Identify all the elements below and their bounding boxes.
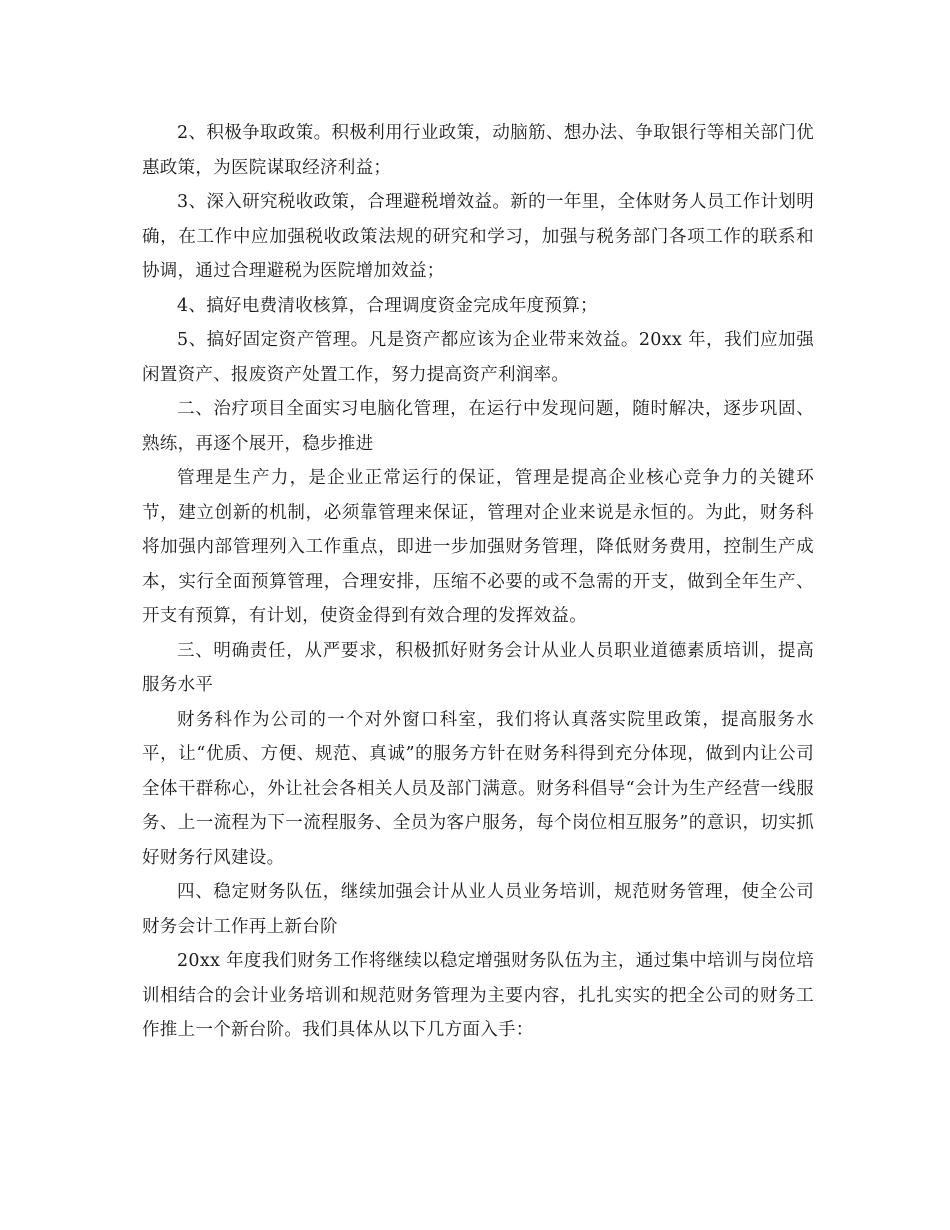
paragraph-service: 财务科作为公司的一个对外窗口科室，我们将认真落实院里政策，提高服务水平，让“优质、方便、规范、真诚”的服务方针在财务科得到充分体现，做到内让公司全体干群称心，外让社会各相关人员及部门满意。财务科倡导“会计为生产经营一线服务、上一流程为下一流程服务、全员为客户服务，每个岗位相互服务”的意识，切实抓好财务行风建设。 bbox=[142, 709, 814, 868]
section-heading-3: 三、明确责任，从严要求，积极抓好财务会计从业人员职业道德素质培训，提高服务水平 bbox=[142, 640, 814, 695]
document-body bbox=[142, 116, 814, 1048]
section-heading-4: 四、稳定财务队伍，继续加强会计从业人员业务培训，规范财务管理，使全公司财务会计工作再上新台阶 bbox=[142, 882, 814, 937]
paragraph-item-3-tax: 3、深入研究税收政策，合理避税增效益。新的一年里，全体财务人员工作计划明确，在工作中应加强税收政策法规的研究和学习，加强与税务部门各项工作的联系和协调，通过合理避税为医院增加效益； bbox=[142, 192, 814, 281]
paragraph-training: 20xx 年度我们财务工作将继续以稳定增强财务队伍为主，通过集中培训与岗位培训相结合的会计业务培训和规范财务管理为主要内容，扎扎实实的把全公司的财务工作推上一个新台阶。我们具体从以下几方面入手： bbox=[142, 951, 814, 1040]
paragraph-management: 管理是生产力，是企业正常运行的保证，管理是提高企业核心竞争力的关键环节，建立创新的机制，必须靠管理来保证，管理对企业来说是永恒的。为此，财务科将加强内部管理列入工作重点，即进一步加强财务管理，降低财务费用，控制生产成本，实行全面预算管理，合理安排，压缩不必要的或不急需的开支，做到全年生产、开支有预算，有计划，使资金得到有效合理的发挥效益。 bbox=[142, 468, 814, 626]
paragraph-item-2-policy: 2、积极争取政策。积极利用行业政策，动脑筋、想办法、争取银行等相关部门优惠政策，为医院谋取经济利益； bbox=[142, 123, 814, 178]
section-heading-2: 二、治疗项目全面实习电脑化管理，在运行中发现问题，随时解决，逐步巩固、熟练，再逐个展开，稳步推进 bbox=[142, 399, 814, 454]
paragraph-item-5-assets: 5、搞好固定资产管理。凡是资产都应该为企业带来效益。20xx 年，我们应加强闲置资产、报废资产处置工作，努力提高资产利润率。 bbox=[142, 330, 814, 385]
paragraph-item-4-electricity: 4、搞好电费清收核算，合理调度资金完成年度预算； bbox=[177, 295, 598, 316]
